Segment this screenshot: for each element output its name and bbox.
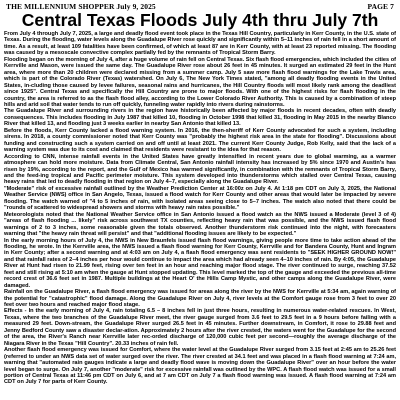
article-paragraph: Flooding began on the morning of July 4, after a huge volume of rain fell on Central Texas. Six flash flood emergencies, which included the cities of Kerrville and Mason, were issued the same day. The Guadalupe River rose about 26 feet in 45 minutes. It surged an estimated 29 feet in the Hunt area, where more than 20 children were declared missing from a summer camp. July 5 saw more flash flood warnings for the Lake Travis area, which is part of the Colorado River (Texas) watershed. On July 6, The New York Times stated, "among all deadly flooding events in the United States, in-cluding those caused by levee failures, seasonal rains and hurricanes, the Hill Country floods will most likely rank among the deadliest since 1925". Central Texas and specifically the Hill Country are prone to major floods. With one of the highest risks for flash flooding in the country, the area is referred to as the flash flood alley, according to the Lower Colorado River Authority. This is caused by a combination of steep hills and arid soil that water tends to run off quickly, funneling water rapidly into rivers during rainstorms. — [4, 56, 396, 108]
article-body — [0, 30, 400, 386]
article-paragraph: According to CNN, intense rainfall events in the United States have greatly intensified in recent years due to global warming, as a warmer atmosphere can hold more moisture. Data from Climate Central, San Antonio rainfall intensity has increased by 5% since 1970 and Austin's has risen by 19%, according to the report, and the Gulf of Mexico has warmed significantly, in combination with the remnants of Tropical Storm Barry, and the feed-ing tropical and Pacific perimeter moisture. This system developed into thunderstorms which stalled over Central Texas, causing heavy rains that led to deadly flooding in that region on July 4–7, especially along the Guadalupe River. — [4, 153, 396, 186]
article-paragraph: In the early morning hours of July 4, the NWS in New Braunfels issued flash flood warnings, giving people more time to take action ahead of the flooding, he wrote. In the Kerrville area, the NWS issued a flash flood warning for Kerr County, Kerrville and for Bandera County, Hunt and Ingram in Kerr County; after a second warning and at 4:03 am on July 4, a flash flood emergency was sent residents to "SEEK HIGHER GROUND NOW!" and that rainfall rates of 2–4 inches per hour would continue to impact the area which had already seen 4–10 inches of rain. By 4:05, the Guadalupe River at Hunt had risen to 21.99 feet, rising over ten feet in an hour and reaching major flood stage. The river continued to surge, reaching 37.52 feet and still rising at 5:10 am when the gauge at Hunt stopped updating. This level marked the top of the gauge and exceeded the previous all-time record crest of 36.6 feet set in 1987. Multiple buildings at the Heart O' the Hills Camp Mystic, and other camps along the Guadalupe River, were damaged. — [4, 237, 396, 289]
article-headline: Central Texas Floods July 4th thru July 7th — [21, 10, 379, 30]
article-paragraph: From July 4 through July 7, 2025, a large and deadly flood event took place in the Texas Hill Country, particularly in Kerr County, in the U.S. state of Texas. During the flooding, water levels along the Guadalupe River rose quickly and significantly within 5–11 inches of rain fell in a short amount of time. As a result, at least 109 fatalities have been confirmed, of which at least 87 are in Kerr County, with at least 23 reported missing. The flooding was caused by a mesoscale convective complex partially fed by the remnants of Tropical Storm Barry. — [4, 31, 396, 57]
publication-line: THE MILLENNIUM SHOPPER July 9, 2025 — [6, 2, 156, 11]
article-paragraph: "Moderate" risk of excessive rainfall outlined by the Weather Prediction Center at 16:00z on July 4. At 1:18 pm CDT on July 3, 2025, the National Weather Service (NWS) office in San Angelo, Texas, issued a flood watch for Kerr County and other areas that would later be impacted by severe flooding. The watch warned of "4 to 5 inches of rain, with isolated areas seeing close to 5–7 inches. The watch also noted that there could be "rounds of scattered to widespread showers and storms with heavy rain rates possible." — [4, 185, 396, 212]
article-paragraph: Before the floods, Kerr County lacked a flood warning system. In 2016, the then-sheriff of Kerr County advocated for such a system, including sirens. In 2018, a county commissioner noted that Kerr County was "probably the highest risk area in the state for flooding". Discussions about funding and constructing such a system carried on and off until at least 2021. The current Kerr County Judge, Rob Kelly, said that the lack of a warning system was due to its cost and claimed that residents were resistant to the idea for that reason. — [4, 127, 396, 154]
article-paragraph: Another flash flood emergency was issued for Comfort, where the water level at the Guadalupe River surged from 3.15 feet at 2:45 am to 25.26 feet (referred to under an NWS data set of water surged over the river. The river crested at 34.1 feet and was placed in a flash flood warning at 7:24 am, warning that "automated rain gauges indicate a large and deadly flood wave is moving down the Guadalupe River" over an hour before the water level began to surge. On July 7, another "moderate" risk for excessive rainfall was outlined by the WPC. A flash flood watch was issued for a small portion of Central Texas at 11:46 pm CDT on July 6, and at 7 am CDT on July 7 a flash flood warning was issued. A flash flood warning at 7:24 am CDT on July 7 for parts of Kerr County. — [4, 347, 396, 386]
page-number: PAGE 7 — [367, 2, 394, 11]
article-paragraph: Effects - In the early morning of July 4, rain totaling 6.5 – 8 inches fell in just three hours, resulting in numerous water-related rescues. In West, Texas, where the two branches of the Guadalupe River meet, the river gauge surged from 3.6 feet to 29.5 feet in a 9 hours before failing with a measured 29 feet. Down-stream, the Guadalupe River surged 26.5 feet in 45 minutes. Further downstream, in Comfort, it rose to 29.88 feet and Jenny Bedford County saw a disaster declar-ation. Approximately 2 hours after the river crested, the waters went for the Guadalupe for the second of the area, the River's Ranch near Kerrville later rec-orded discharge of 120,000 cubic feet per second—roughly the average discharge of the Niagara River in the Texas "Hill Country". 20.33 inches of rain fell. — [4, 308, 396, 347]
article-paragraph: Rainfall on the Guadalupe River, a flash flood emergency was issued for areas along the river by the NWS for Kerrville at 5:34 am, again warning of the potential for "catastrophic" flood damage. Along the Guadalupe River on July 4, river levels at the Comfort gauge rose from 3 feet to over 20 feet over two hours and reached major flood stage. — [4, 289, 396, 309]
article-paragraph: The Guadalupe River and surrounding rivers in the region have historically been affected by major floods in recent decades, often with deadly consequences. This includes flooding in July 1987 that killed 10, flooding in October 1998 that killed 31, flooding in May 2015 in the nearby Blanco River that killed 13, and flooding just 3 weeks earlier in nearby San Antonio that killed 13. — [4, 108, 396, 128]
article-paragraph: Meteorologists noted that the National Weather Service office in San Antonio issued a flood watch as the NWS issued a Moderate (level 3 of 4) "areas of flash flooding ... likely" risk across southwest TX counties, reflecting heavy rain that was possible, and the NWS issued flash flood warnings of 2 to 3 inches, some reasonable given the totals observed. Another thunderstorm risk continued into the night, with forecasters warning that "the heavy rain threat will persist" and that "additional flooding issues are likely to be expected." — [4, 211, 396, 238]
